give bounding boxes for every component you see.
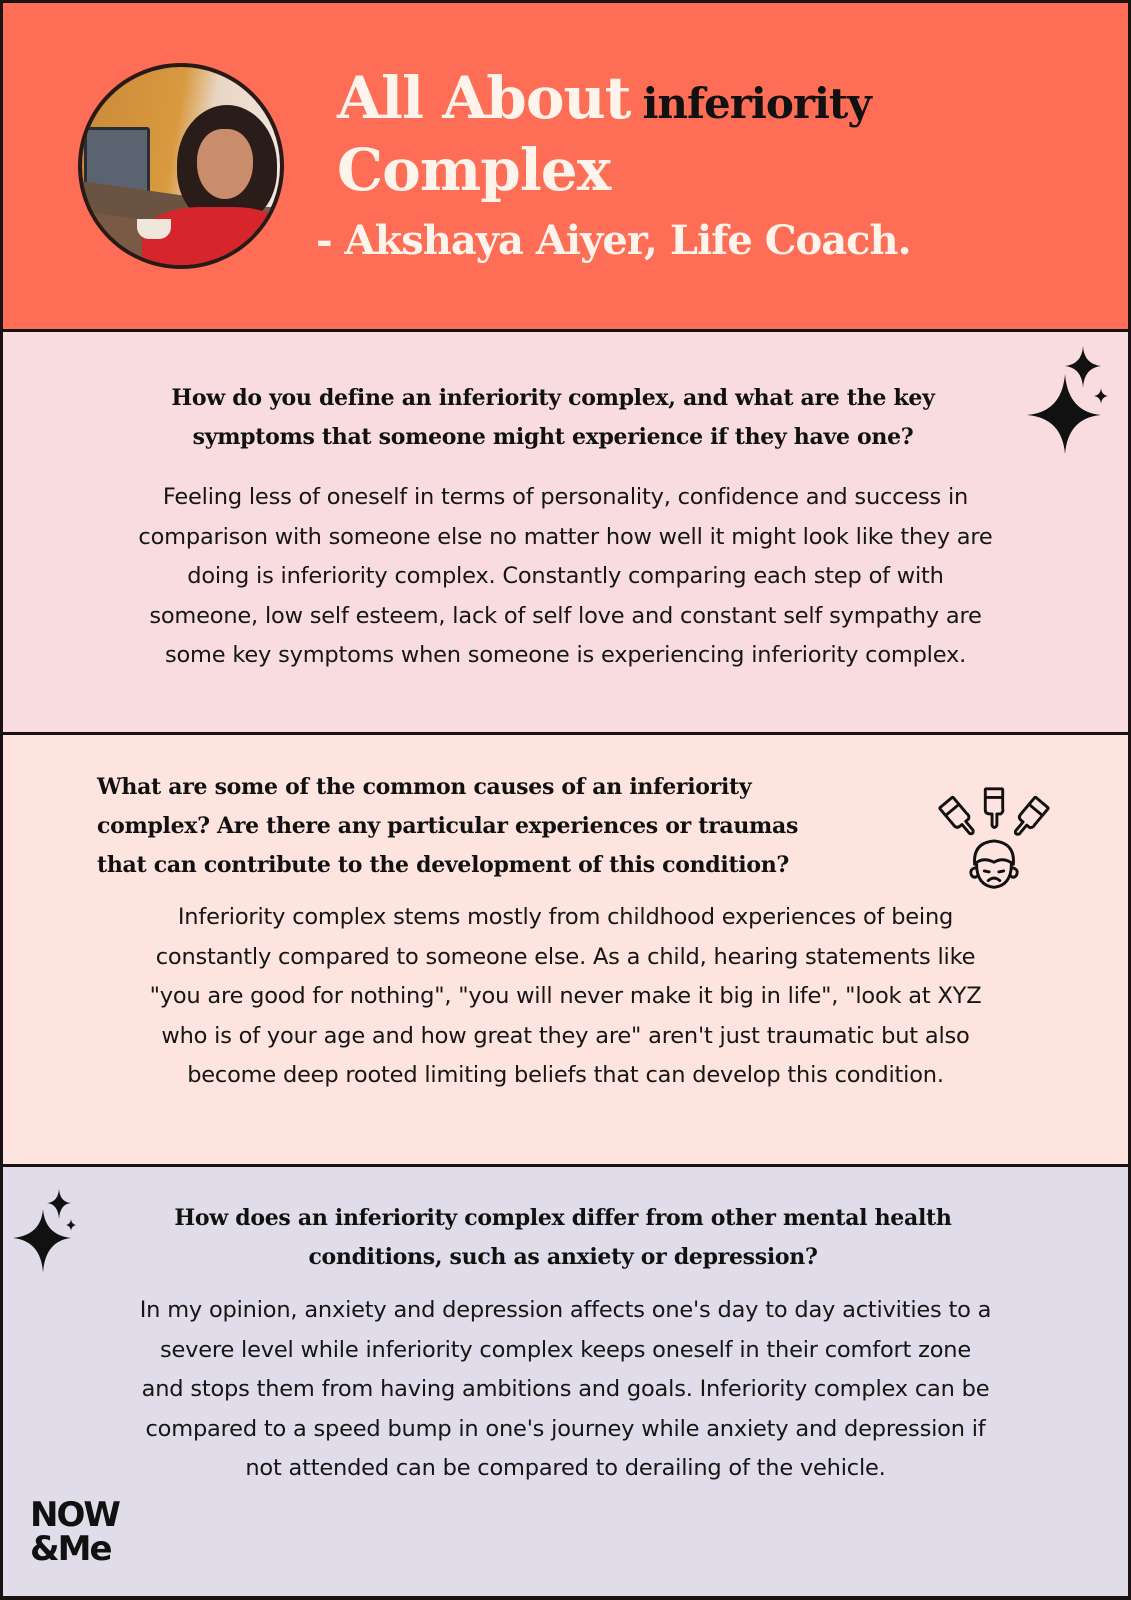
title-line2: Complex [337, 136, 611, 204]
infographic [3, 3, 1128, 1596]
author-byline: - Akshaya Aiyer, Life Coach. [316, 217, 911, 264]
header-banner [3, 3, 1128, 329]
now-and-me-logo: NOW &Me [30, 1495, 119, 1569]
title-part1: All About [337, 64, 631, 132]
title-part2: inferiority [642, 79, 871, 128]
answer-3: In my opinion, anxiety and depression affects one's day to day activities to a severe level while inferiority complex keeps oneself in their comfort zone and stops them from having ambitions and goals. Inferiority complex can be compared to a speed bump in one's journey while anxiety and depression if not attended can be compared to derailing of the vehicle. [139, 1297, 992, 1482]
qa-section-2 [3, 735, 1128, 1164]
blamed-person-icon [936, 786, 1052, 894]
page-title [337, 65, 871, 203]
qa-section-3 [3, 1167, 1128, 1596]
answer-1: Feeling less of oneself in terms of personality, confidence and success in comparison with someone else no matter how well it might look like they are doing is inferiority complex. Constantly comparing each step of with someone, low self esteem, lack of self love and constant self sympathy are some key symptoms when someone is experiencing inferiority complex. [138, 484, 993, 669]
qa-section-1 [3, 332, 1128, 732]
question-3: How does an inferiority complex differ from other mental health conditions, such as anxiety or depression? [174, 1205, 952, 1270]
avatar [78, 63, 284, 269]
answer-2: Inferiority complex stems mostly from childhood experiences of being constantly compared to someone else. As a child, hearing statements like "you are good for nothing", "you will never make it big in life", "look at XYZ who is of your age and how great they are" aren't just traumatic but also become deep rooted limiting beliefs that can develop this condition. [149, 904, 982, 1089]
question-2: What are some of the common causes of an inferiority complex? Are there any particular experiences or traumas that can contribute to the development of this condition? [97, 774, 799, 878]
question-1: How do you define an inferiority complex, and what are the key symptoms that someone might experience if they have one? [171, 385, 935, 450]
